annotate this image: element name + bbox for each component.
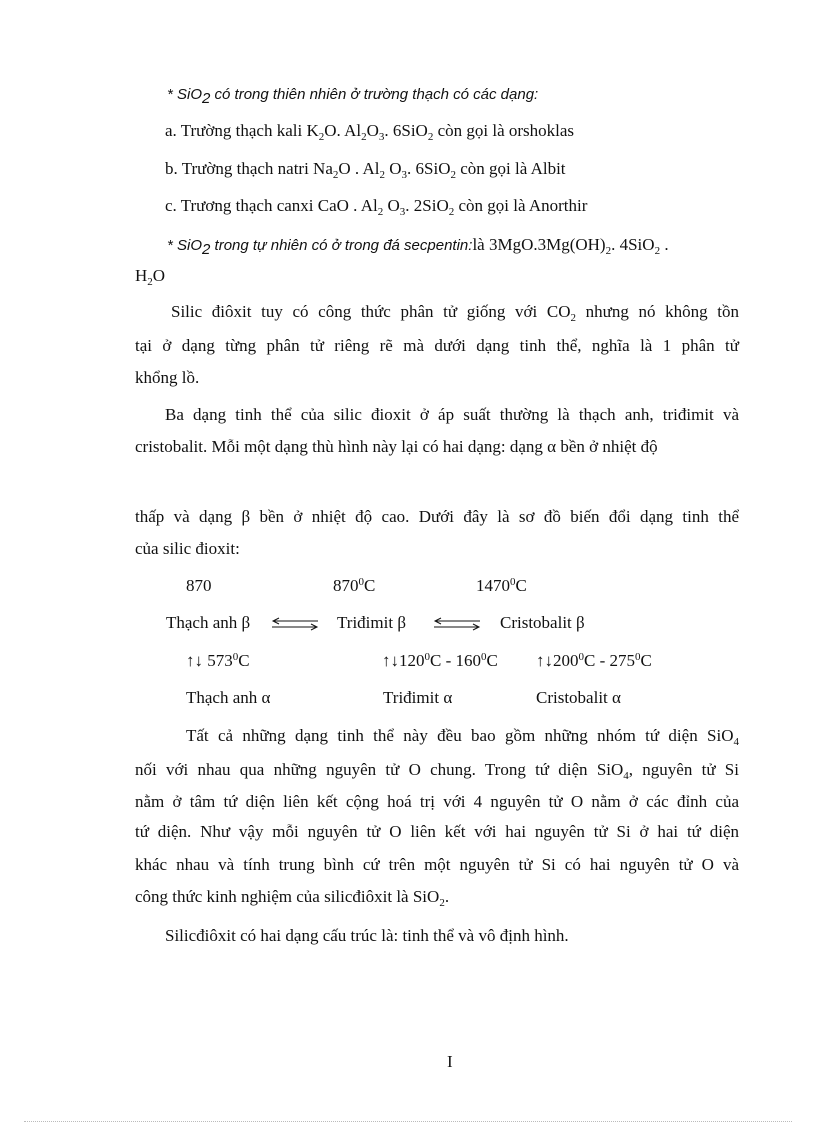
paragraph-polymorph-line-4: của silic đioxit:: [135, 539, 240, 558]
paragraph-tetrahedra-line-5: khác nhau và tính trung bình cứ trên một nguyên tử Si có hai nguyên tử O và: [135, 855, 739, 874]
paragraph-tetrahedra-line-3: nằm ở tâm tứ diện liên kết cộng hoá trị với 4 nguyên tử O nằm ở các đỉnh của: [135, 792, 739, 811]
diagram-alpha-tridymite: Triđimit α: [383, 688, 453, 707]
diagram-beta-cristobalite: Cristobalit β: [500, 613, 585, 632]
diagram-alpha-cristobalite: Cristobalit α: [536, 688, 621, 707]
diagram-transition-3: $↑↓200^0C - 275^0C$: [536, 651, 652, 670]
diagram-temp-3: 1470$^0$C: [476, 576, 527, 595]
serpentine-line: * SiO$_2$ trong tự nhiên có ở trong đá secpentin:là $3MgO.3Mg(OH)_2$. 4SiO$_2$ .: [167, 235, 669, 258]
page-bottom-divider: [24, 1121, 792, 1122]
feldspar-item-a: a. Trường thạch kali $K_2O$. $Al_2O_3$. 6SiO$_2$ còn gọi là orshoklas: [165, 121, 575, 143]
diagram-transition-2: $↑↓120^0C - 160^0C$: [382, 651, 498, 670]
paragraph-tetrahedra-line-6: công thức kinh nghiệm của silicđiôxit là SiO$_2$.: [135, 887, 450, 909]
diagram-beta-tridymite: Triđimit β: [337, 613, 406, 632]
paragraph-tetrahedra-line-2: nối với nhau qua những nguyên tử O chung. Trong tứ diện SiO$_4$, nguyên tử Si: [135, 760, 739, 782]
diagram-beta-quartz: Thạch anh β: [166, 613, 251, 632]
feldspar-item-c: c. Trương thạch canxi CaO . $Al_2$ $O_3$. 2SiO$_2$ còn gọi là Anorthir: [165, 196, 588, 218]
diagram-temp-1: 870: [186, 576, 212, 595]
diagram-temp-2: $870^0C$: [333, 576, 376, 595]
equilibrium-arrow-1: [270, 617, 320, 631]
serpentine-line-cont: $H_2O$: [135, 266, 166, 288]
paragraph-silica-line-3: khổng lồ.: [135, 368, 200, 387]
paragraph-feldspar-intro: * SiO$_2$ có trong thiên nhiên ở trường thạch có các dạng:: [167, 86, 539, 107]
paragraph-silica-line-1: Silic điôxit tuy có công thức phân tử giống với $CO_2$ nhưng nó không tồn: [171, 302, 740, 324]
diagram-alpha-quartz: Thạch anh α: [186, 688, 271, 707]
paragraph-polymorph-line-1: Ba dạng tinh thể của silic đioxit ở áp suất thường là thạch anh, triđimit và: [165, 405, 739, 424]
paragraph-polymorph-line-2: cristobalit. Mỗi một dạng thù hình này lại có hai dạng: dạng α bền ở nhiệt độ: [135, 437, 658, 456]
diagram-transition-1: ↑↓ $573^0C$: [186, 651, 250, 670]
paragraph-tetrahedra-line-1: Tất cả những dạng tinh thể này đều bao gồm những nhóm tứ diện SiO$_4$: [186, 726, 739, 748]
page-number: I: [447, 1052, 453, 1071]
paragraph-polymorph-line-3: thấp và dạng β bền ở nhiệt độ cao. Dưới đây là sơ đồ biến đổi dạng tinh thể: [135, 507, 739, 526]
paragraph-structure-types: Silicđiôxit có hai dạng cấu trúc là: tinh thể và vô định hình.: [165, 926, 569, 945]
paragraph-silica-line-2: tại ở dạng từng phân tử riêng rẽ mà dưới dạng tinh thể, nghĩa là 1 phân tử: [135, 336, 739, 355]
equilibrium-arrow-2: [432, 617, 482, 631]
feldspar-item-b: b. Trường thạch natri $Na_2O$ . $Al_2$ $O_3$. 6SiO$_2$ còn gọi là Albit: [165, 159, 566, 181]
paragraph-tetrahedra-line-4: tứ diện. Như vậy mỗi nguyên tử O liên kết với hai nguyên tử Si ở hai tứ diện: [135, 822, 739, 841]
